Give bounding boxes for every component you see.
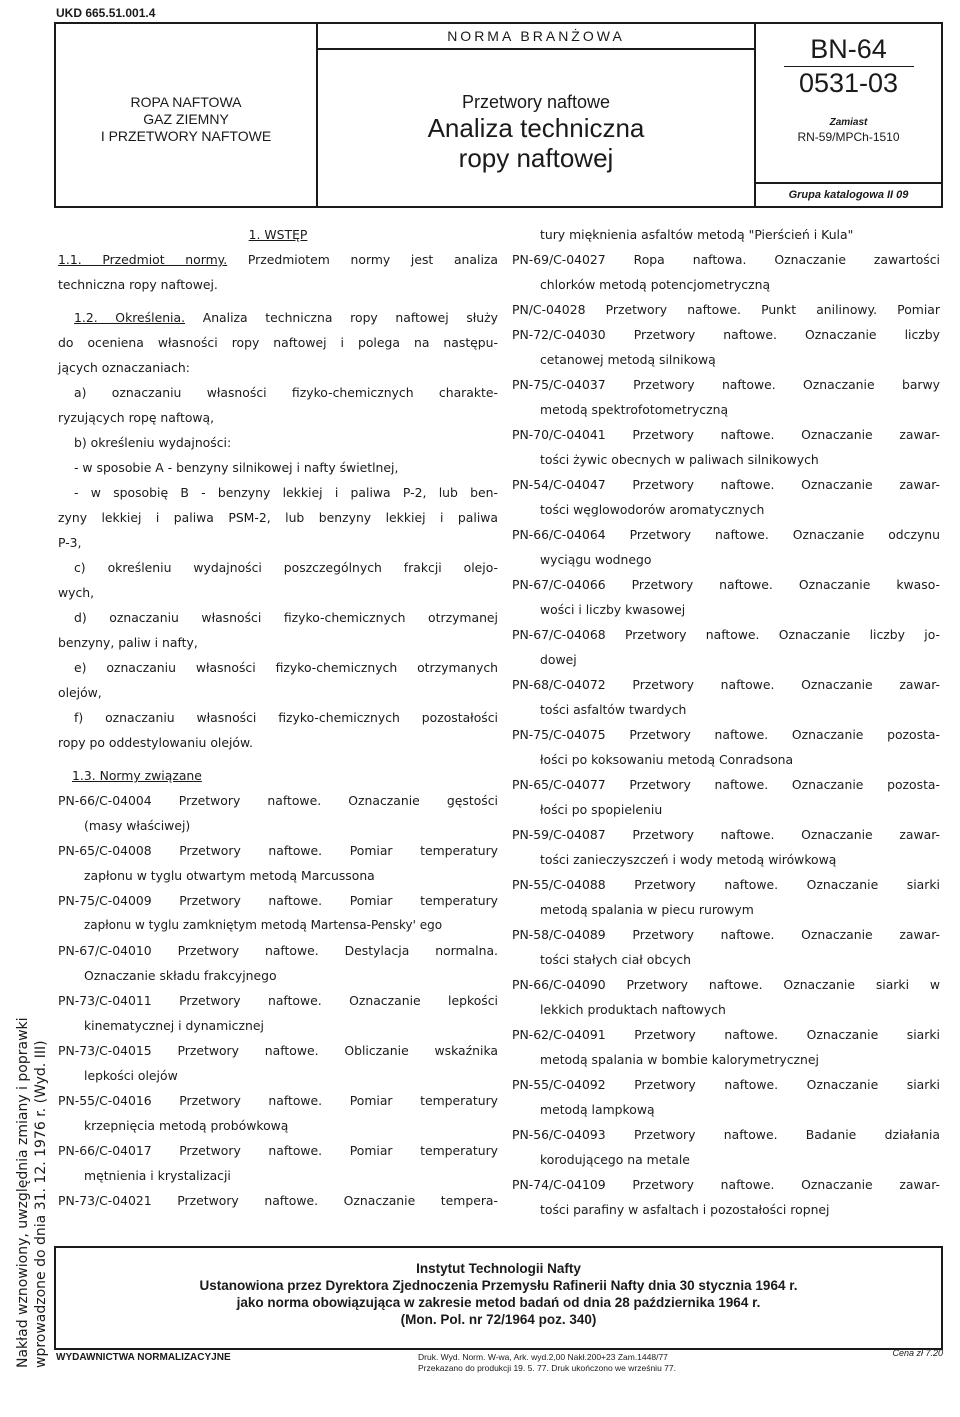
spacer [58,297,498,305]
paragraph-line [58,247,498,272]
norm-ref: PN-66/C-04064 Przetwory naftowe. Oznaczanie odczynu [512,527,940,542]
list-item-cont: zyny lekkiej i paliwa PSM-2, lub benzyny lekkiej i paliwa [58,510,498,525]
udc-code: UKD 665.51.001.4 [56,6,156,20]
document-header [54,22,943,208]
org-line: ROPA NAFTOWA [130,93,242,110]
list-item-cont: ropy po oddestylowaniu olejów. [58,735,253,750]
norma-label: NORMA BRANŻOWA [318,24,754,50]
title-block [318,24,756,206]
norm-ref: PN-56/C-04093 Przetwory naftowe. Badanie działania [512,1127,940,1142]
norm-ref-cont: wyciągu wodnego [540,552,652,567]
list-item-cont: ryzujących ropę naftową, [58,410,215,425]
title-line: ropy naftowej [458,143,614,173]
norm-ref: PN-66/C-04017 Przetwory naftowe. Pomiar temperatury [58,1143,498,1158]
paragraph-line: do oceniena własności ropy naftowej i polega na następu- [58,335,498,350]
norm-ref: PN/C-04028 Przetwory naftowe. Punkt anilinowy. Pomiar [512,302,940,317]
norm-ref: PN-67/C-04066 Przetwory naftowe. Oznaczanie kwaso- [512,577,940,592]
bn-code: BN-64 [810,34,887,64]
list-item-cont: P-3, [58,535,82,550]
org-line: I PRZETWORY NAFTOWE [100,127,272,144]
norm-ref: PN-54/C-04047 Przetwory naftowe. Oznaczanie zawar- [512,477,940,492]
norm-ref-cont: tości węglowodorów aromatycznych [540,502,765,517]
norm-ref-cont: cetanowej metodą silnikową [540,352,716,367]
norm-ref-cont: (masy właściwej) [84,818,191,833]
list-item-cont: benzyny, paliw i nafty, [58,635,198,650]
paragraph-line [58,305,498,330]
norm-ref: PN-66/C-04090 Przetwory naftowe. Oznaczanie siarki w [512,977,940,992]
norm-ref: PN-55/C-04092 Przetwory naftowe. Oznaczanie siarki [512,1077,940,1092]
institute-block [54,1246,943,1350]
norm-ref: PN-67/C-04010 Przetwory naftowe. Destylacja normalna. [58,943,498,958]
zamiast-label: Zamiast [829,117,868,128]
norm-ref: PN-70/C-04041 Przetwory naftowe. Oznaczanie zawar- [512,427,940,442]
institute-line: (Mon. Pol. nr 72/1964 poz. 340) [400,1312,597,1327]
norm-ref: PN-67/C-04068 Przetwory naftowe. Oznaczanie liczby jo- [512,627,940,642]
norm-ref-cont: tury mięknienia asfaltów metodą "Pierścień i Kula" [540,227,854,242]
norm-ref: PN-58/C-04089 Przetwory naftowe. Oznaczanie zawar- [512,927,940,942]
norm-ref: PN-75/C-04037 Przetwory naftowe. Oznaczanie barwy [512,377,940,392]
norm-ref: PN-65/C-04077 Przetwory naftowe. Oznaczanie pozosta- [512,777,940,792]
list-item-cont: wych, [58,585,95,600]
org-line: GAZ ZIEMNY [143,110,229,127]
list-item: b) określeniu wydajności: [74,435,232,450]
subsection-heading: 1.3. Normy związane [72,768,202,783]
left-column [58,222,498,1213]
subsection-heading: 1.1. Przedmiot normy. [58,252,228,267]
norm-ref: PN-73/C-04021 Przetwory naftowe. Oznaczanie tempera- [58,1193,498,1208]
norm-ref-cont: metodą spalania w piecu rurowym [540,902,754,917]
institute-line: Ustanowiona przez Dyrektora Zjednoczenia Przemysłu Rafinerii Nafty dnia 30 stycznia 1964 r. [199,1278,798,1293]
norm-ref: PN-59/C-04087 Przetwory naftowe. Oznaczanie zawar- [512,827,940,842]
norm-ref-cont: tości parafiny w asfaltach i pozostałości ropnej [540,1202,830,1217]
side-note-line: Nakład wznowiony, uwzględnia zmiany i poprawki [15,1017,31,1368]
right-column [512,222,940,1222]
print-line: Druk. Wyd. Norm. W-wa, Ark. wyd.2,00 Nakł.200+23 Zam.1448/77 [418,1352,668,1362]
standard-number-block [756,24,941,206]
norm-ref: PN-66/C-04004 Przetwory naftowe. Oznaczanie gęstości [58,793,498,808]
side-note-line: wprowadzone do dnia 31. 12. 1976 r. (Wyd. III) [33,1040,49,1368]
paragraph-line: techniczna ropy naftowej. [58,277,218,292]
spacer [58,755,498,763]
norm-ref-cont: Oznaczanie składu frakcyjnego [84,968,277,983]
institute-line: jako norma obowiązująca w zakresie metod badań od dnia 28 października 1964 r. [236,1295,761,1310]
norm-ref-cont: tości żywic obecnych w paliwach silnikowych [540,452,819,467]
norm-ref: PN-65/C-04008 Przetwory naftowe. Pomiar temperatury [58,843,498,858]
norm-ref-cont: lekkich produktach naftowych [540,1002,726,1017]
norm-ref: PN-72/C-04030 Przetwory naftowe. Oznaczanie liczby [512,327,940,342]
text: Analiza techniczna ropy naftowej służy [202,310,498,325]
norm-ref-cont: mętnienia i krystalizacji [84,1168,231,1183]
list-item-cont: olejów, [58,685,102,700]
norm-ref: PN-68/C-04072 Przetwory naftowe. Oznaczanie zawar- [512,677,940,692]
norm-ref: PN-55/C-04016 Przetwory naftowe. Pomiar temperatury [58,1093,498,1108]
norm-ref-cont: łości po spopieleniu [540,802,663,817]
paragraph-line: jących oznaczaniach: [58,360,190,375]
list-item: - w sposobie A - benzyny silnikowej i nafty świetlnej, [74,460,399,475]
norm-ref: PN-75/C-04075 Przetwory naftowe. Oznaczanie pozosta- [512,727,940,742]
list-item: - w sposobię B - benzyny lekkiej i paliwa P-2, lub ben- [74,485,498,500]
institute-name: Instytut Technologii Nafty [416,1261,581,1276]
norm-ref-cont: lepkości olejów [84,1068,178,1083]
norm-ref-cont: metodą spalania w bombie kalorymetrycznej [540,1052,819,1067]
norm-ref: PN-74/C-04109 Przetwory naftowe. Oznaczanie zawar- [512,1177,940,1192]
catalog-group: Grupa katalogowa II 09 [756,182,941,206]
title-line: Analiza techniczna [427,113,645,143]
norm-ref-cont: zapłonu w tyglu otwartym metodą Marcussona [84,868,375,883]
print-line: Przekazano do produkcji 19. 5. 77. Druk ukończono we wrześniu 77. [418,1363,676,1373]
list-item: a) oznaczaniu własności fizyko-chemicznych charakte- [74,385,498,400]
norm-ref-cont: chlorków metodą potencjometryczną [540,277,771,292]
norm-ref: PN-69/C-04027 Ropa naftowa. Oznaczanie zawartości [512,252,940,267]
section-heading: 1. WSTĘP [248,227,308,242]
norm-ref-cont: łości po koksowaniu metodą Conradsona [540,752,794,767]
norm-ref-cont: zapłonu w tyglu zamkniętym metodą Martensa-Pensky' ego [84,918,443,932]
norm-ref: PN-73/C-04011 Przetwory naftowe. Oznaczanie lepkości [58,993,498,1008]
list-item: f) oznaczaniu własności fizyko-chemicznych pozostałości [74,710,498,725]
norm-ref-cont: metodą spektrofotometryczną [540,402,729,417]
text: Przedmiotem normy jest analiza [247,252,498,267]
norm-ref-cont: tości zanieczyszczeń i wody metodą wirówkową [540,852,837,867]
norm-ref-cont: wości i liczby kwasowej [540,602,686,617]
page-footer [54,1348,943,1382]
subsection-heading: 1.2. Określenia. [74,310,186,325]
organization-block [56,24,318,206]
standard-number: 0531-03 [798,68,899,98]
subtitle: Przetwory naftowe [461,92,611,112]
zamiast-value: RN-59/MPCh-1510 [797,130,900,144]
norm-ref: PN-62/C-04091 Przetwory naftowe. Oznaczanie siarki [512,1027,940,1042]
norm-ref-cont: metodą lampkową [540,1102,655,1117]
price: Cena zł 7.20 [892,1348,943,1358]
print-info [418,1352,676,1374]
list-item: e) oznaczaniu własności fizyko-chemicznych otrzymanych [74,660,498,675]
norm-ref-cont: tości asfaltów twardych [540,702,687,717]
side-note [14,1017,50,1368]
norm-ref-cont: kinematycznej i dynamicznej [84,1018,264,1033]
list-item: d) oznaczaniu własności fizyko-chemicznych otrzymanej [74,610,498,625]
norm-ref: PN-73/C-04015 Przetwory naftowe. Obliczanie wskaźnika [58,1043,498,1058]
norm-ref-cont: tości stałych ciał obcych [540,952,692,967]
norm-ref-cont: korodującego na metale [540,1152,690,1167]
norm-ref-cont: krzepnięcia metodą probówkową [84,1118,289,1133]
norm-ref-cont: dowej [540,652,577,667]
norm-ref: PN-55/C-04088 Przetwory naftowe. Oznaczanie siarki [512,877,940,892]
norm-ref: PN-75/C-04009 Przetwory naftowe. Pomiar temperatury [58,893,498,908]
list-item: c) określeniu wydajności poszczególnych frakcji olejo- [74,560,498,575]
publisher: WYDAWNICTWA NORMALIZACYJNE [56,1352,231,1363]
